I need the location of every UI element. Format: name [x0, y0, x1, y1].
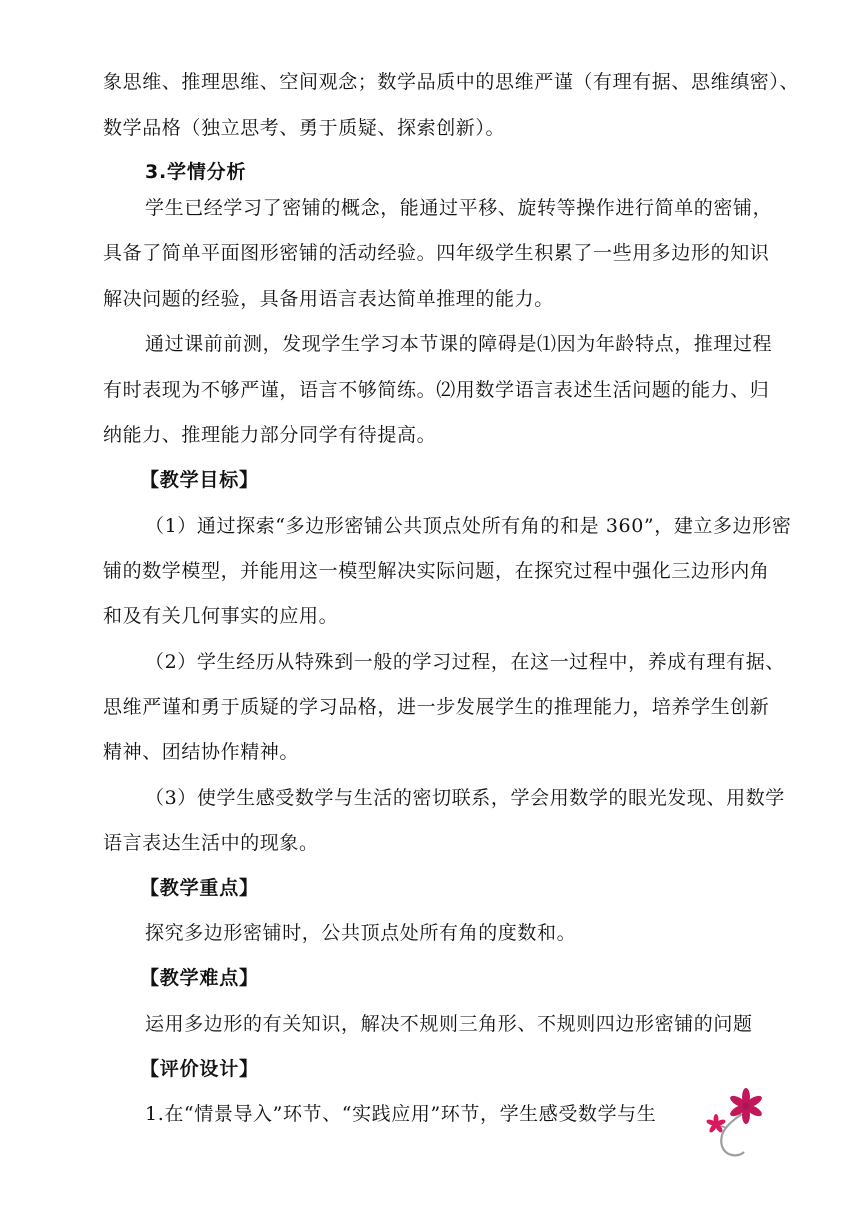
text-line: 思维严谨和勇于质疑的学习品格，进一步发展学生的推理能力，培养学生创新: [103, 696, 770, 718]
text-line: （2）学生经历从特殊到一般的学习过程，在这一过程中，养成有理有据、: [145, 651, 785, 673]
text-line: 有时表现为不够严谨，语言不够简练。⑵用数学语言表述生活问题的能力、归: [103, 379, 770, 401]
text-line: 具备了简单平面图形密铺的活动经验。四年级学生积累了一些用多边形的知识: [103, 242, 770, 264]
text-line: 象思维、推理思维、空间观念；数学品质中的思维严谨（有理有据、思维缜密）、: [103, 71, 800, 93]
text-line: （3）使学生感受数学与生活的密切联系，学会用数学的眼光发现、用数学: [145, 787, 785, 809]
section-heading: 【教学难点】: [140, 967, 259, 989]
section-heading: 【教学目标】: [140, 469, 259, 491]
flower-large: [728, 1088, 763, 1124]
text-line: 数学品格（独立思考、勇于质疑、探索创新）。: [103, 117, 506, 139]
text-line: 学生已经学习了密铺的概念，能通过平移、旋转等操作进行简单的密铺，: [145, 197, 773, 219]
text-line: 探究多边形密铺时，公共顶点处所有角的度数和。: [145, 922, 577, 944]
section-heading: 【评价设计】: [140, 1058, 259, 1080]
text-line: 和及有关几何事实的应用。: [103, 605, 339, 627]
text-line: 纳能力、推理能力部分同学有待提高。: [103, 424, 437, 446]
text-line: 运用多边形的有关知识，解决不规则三角形、不规则四边形密铺的问题: [145, 1013, 753, 1035]
text-line: 铺的数学模型，并能用这一模型解决实际问题，在探究过程中强化三边形内角: [103, 560, 770, 582]
flower-icon: [700, 1084, 780, 1164]
text-line: （1）通过探索“多边形密铺公共顶点处所有角的和是 360”，建立多边形密: [145, 515, 792, 537]
text-line: 解决问题的经验，具备用语言表达简单推理的能力。: [103, 288, 554, 310]
section-heading: 【教学重点】: [140, 877, 259, 899]
text-line: 精神、团结协作精神。: [103, 741, 300, 763]
text-line: 通过课前前测，发现学生学习本节课的障碍是⑴因为年龄特点，推理过程: [145, 333, 773, 355]
section-heading: 3.学情分析: [145, 161, 247, 183]
text-line: 语言表达生活中的现象。: [103, 832, 319, 854]
text-line: 1.在“情景导入”环节、“实践应用”环节，学生感受数学与生: [145, 1103, 657, 1125]
